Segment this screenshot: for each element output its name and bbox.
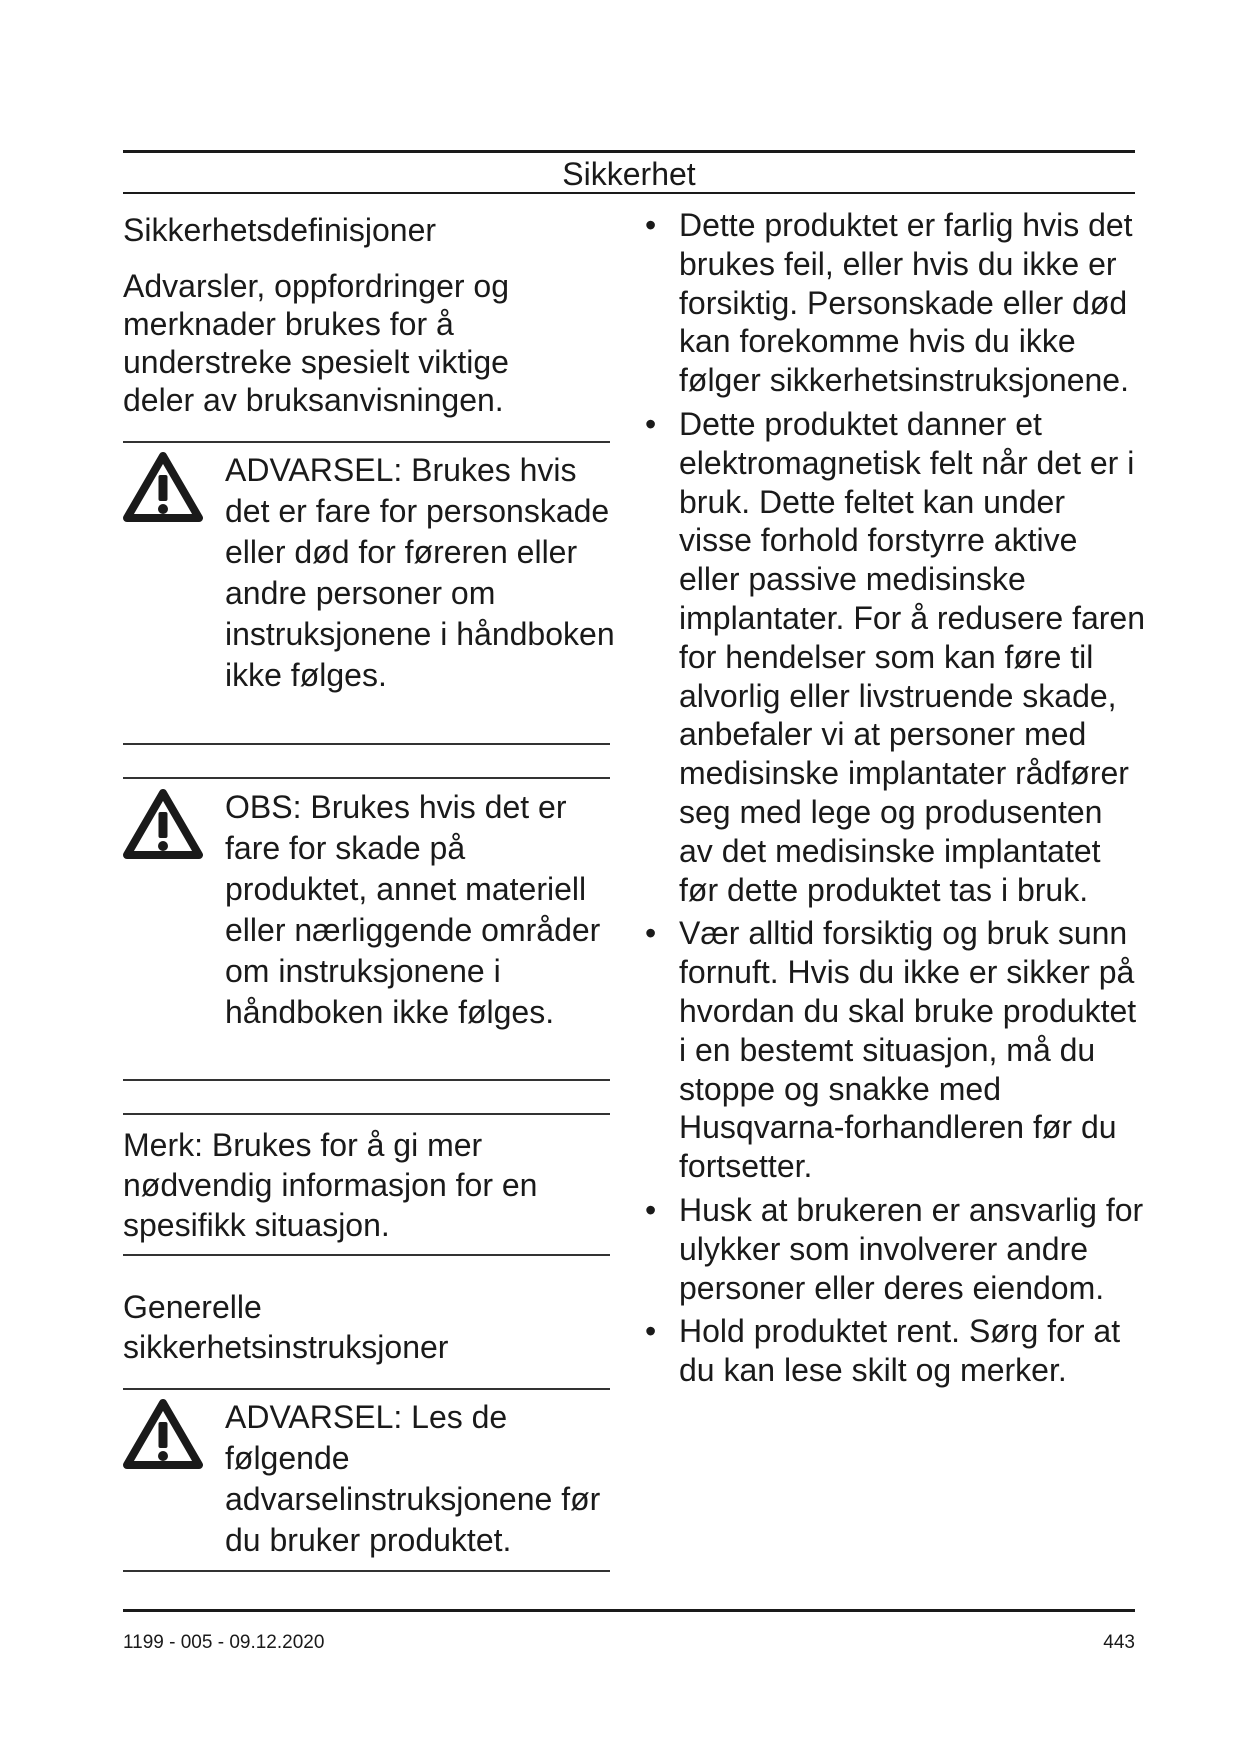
safety-instruction-list xyxy=(645,206,1145,1395)
caution-triangle-icon xyxy=(123,788,203,860)
divider xyxy=(123,777,610,779)
note-text: Brukes for å gi mer nødvendig informasjon for en spesifikk situasjon. xyxy=(123,1127,538,1243)
list-item-text: Dette produktet er farlig hvis det brukes feil, eller hvis du ikke er forsiktig. Personskade eller død kan forekomme hvis du ikke følger sikkerhetsinstruksjonene. xyxy=(679,207,1133,399)
caution-notice xyxy=(225,787,615,1033)
divider xyxy=(123,743,610,745)
read-warning-label: ADVARSEL: xyxy=(225,1399,403,1435)
warning-triangle-icon xyxy=(123,451,203,523)
divider xyxy=(123,1570,610,1572)
footer-page-number: 443 xyxy=(1103,1632,1135,1653)
bullet-icon: • xyxy=(645,1313,657,1350)
definitions-heading: Sikkerhetsdefinisjoner xyxy=(123,212,437,248)
note-notice xyxy=(123,1125,610,1245)
bullet-icon: • xyxy=(645,915,657,952)
list-item-text: Vær alltid forsiktig og bruk sunn fornuft. Hvis du ikke er sikker på hvordan du skal bruke produktet i en bestemt situasjon, må du stoppe og snakke med Husqvarna-forhandleren før du fortsetter. xyxy=(679,915,1137,1185)
warning-triangle-icon xyxy=(123,1398,203,1470)
list-item-text: Hold produktet rent. Sørg for at du kan lese skilt og merker. xyxy=(679,1313,1121,1389)
footer-rule xyxy=(123,1609,1135,1612)
read-warning-text: Les de følgende advarselinstruksjonene før du bruker produktet. xyxy=(225,1399,601,1558)
bullet-icon: • xyxy=(645,405,657,442)
warning-label: ADVARSEL: xyxy=(225,452,403,488)
caution-label: OBS: xyxy=(225,789,302,825)
read-warning-notice xyxy=(225,1397,615,1561)
note-label: Merk: xyxy=(123,1127,203,1163)
general-safety-heading: Generelle sikkerhetsinstruksjoner xyxy=(123,1289,449,1365)
caution-text: Brukes hvis det er fare for skade på produktet, annet materiell eller nærliggende områder om instruksjonene i håndboken ikke følges. xyxy=(225,789,601,1030)
footer-doc-code: 1199 - 005 - 09.12.2020 xyxy=(123,1632,325,1653)
list-item-text: Husk at brukeren er ansvarlig for ulykker som involverer andre personer eller deres eiendom. xyxy=(679,1191,1144,1306)
list-item xyxy=(645,405,1145,909)
intro-paragraph: Advarsler, oppfordringer og merknader brukes for å understreke spesielt viktige deler av bruksanvisningen. xyxy=(123,268,509,418)
list-item xyxy=(645,914,1145,1186)
list-item xyxy=(645,1191,1145,1307)
bullet-icon: • xyxy=(645,1191,657,1228)
list-item xyxy=(645,206,1145,400)
warning-notice xyxy=(225,450,615,696)
header-bottom-rule xyxy=(123,192,1135,194)
divider xyxy=(123,1254,610,1256)
divider xyxy=(123,441,610,443)
divider xyxy=(123,1388,610,1390)
list-item-text: Dette produktet danner et elektromagnetisk felt når det er i bruk. Dette feltet kan under visse forhold forstyrre aktive eller passive medisinske implantater. For å redusere faren for hendelser som kan føre til alvorlig eller livstruende skade, anbefaler vi at personer med medisinske implantater rådfører seg med lege og produsenten av det medisinske implantatet før dette produktet tas i bruk. xyxy=(679,405,1146,908)
list-item xyxy=(645,1312,1145,1390)
divider xyxy=(123,1113,610,1115)
divider xyxy=(123,1079,610,1081)
header-top-rule xyxy=(123,150,1135,153)
page-section-title: Sikkerhet xyxy=(562,156,696,192)
warning-text: Brukes hvis det er fare for personskade eller død for føreren eller andre personer om instruksjonene i håndboken ikke følges. xyxy=(225,452,615,693)
bullet-icon: • xyxy=(645,207,657,243)
